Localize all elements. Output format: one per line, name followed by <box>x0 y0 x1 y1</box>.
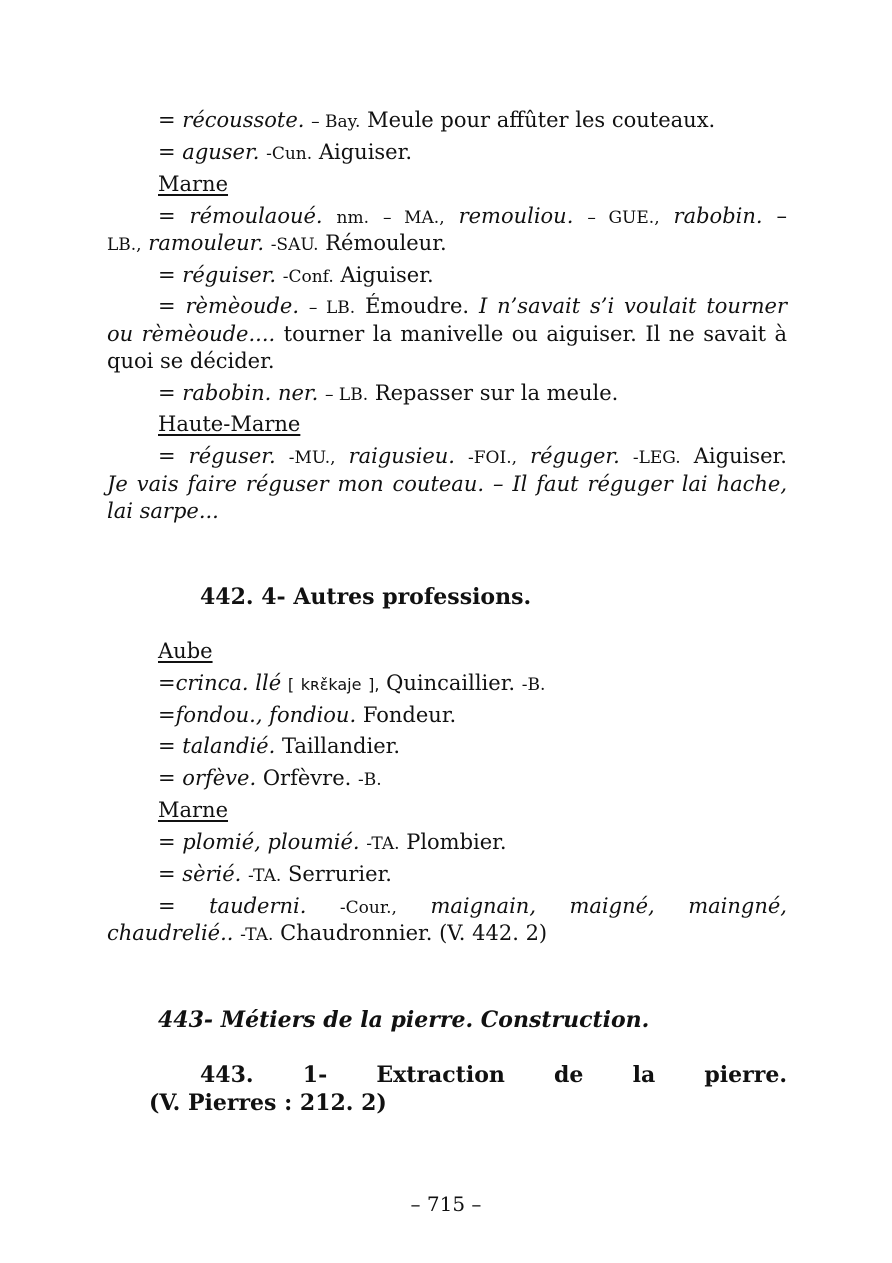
definition: Fondeur. <box>362 703 457 727</box>
entry-reguser-example-cont <box>107 498 787 525</box>
entry-remeoude-cont2 <box>107 348 787 375</box>
entry-remoulaoue-cont <box>107 230 787 259</box>
equals-sign: = <box>158 444 176 468</box>
dialect-word: talandié. <box>182 734 276 758</box>
source-abbrev: – LB. <box>325 385 369 405</box>
equals-sign: = <box>158 263 176 287</box>
section-heading-443: 443- Métiers de la pierre. Construction. <box>158 1007 650 1033</box>
equals-sign: = <box>158 108 176 132</box>
definition: Taillandier. <box>281 734 401 758</box>
source-abbrev: -Cun. <box>266 144 313 164</box>
heading-word: la <box>632 1062 656 1088</box>
definition: Quincaillier. <box>386 671 516 695</box>
source-abbrev: -LEG. <box>632 448 681 468</box>
definition: Plombier. <box>406 830 507 854</box>
heading-word: de <box>554 1062 584 1088</box>
source-abbrev: LB., <box>107 235 142 255</box>
entry-orfeve <box>158 765 787 794</box>
equals-sign: = <box>158 294 176 318</box>
subsection-heading-443-1-cont: (V. Pierres : 212. 2) <box>149 1090 387 1116</box>
heading-word: 443. <box>200 1062 254 1088</box>
entry-aguser <box>158 139 787 168</box>
equals-sign: = <box>158 703 176 727</box>
source-abbrev: -FOI., <box>468 448 518 468</box>
source-abbrev: -SAU. <box>270 235 319 255</box>
entry-reguser-example <box>107 471 787 498</box>
dialect-word: rabobin. ner. <box>182 381 319 405</box>
heading-word: 1- <box>302 1062 328 1088</box>
dialect-word: raigusieu. <box>348 444 455 468</box>
entry-tauderni-cont <box>107 920 787 949</box>
definition: Chaudronnier. (V. 442. 2) <box>280 921 548 945</box>
dialect-word: rabobin. <box>673 204 763 228</box>
equals-sign: = <box>158 766 176 790</box>
source-abbrev: -Cour., <box>339 898 397 918</box>
gloss: tourner la manivelle ou aiguiser. Il ne savait à <box>283 322 787 346</box>
entry-remeoude <box>158 293 787 322</box>
region-heading-haute-marne: Haute-Marne <box>158 412 301 436</box>
source-abbrev: -TA. <box>366 834 400 854</box>
source-abbrev: -TA. <box>248 866 282 886</box>
definition: Aiguiser. <box>318 140 413 164</box>
definition: Meule pour affûter les couteaux. <box>367 108 716 132</box>
source-abbrev: -Conf. <box>282 267 334 287</box>
entry-remoulaoue <box>158 203 787 232</box>
definition: Orfèvre. <box>262 766 352 790</box>
dialect-word: récoussote. <box>182 108 305 132</box>
entry-plomie <box>158 829 787 858</box>
example-sentence: lai sarpe... <box>107 499 219 523</box>
equals-sign: = <box>158 894 176 918</box>
dialect-word: maignain, <box>430 894 536 918</box>
source-abbrev: – Bay. <box>311 112 361 132</box>
grammar-abbrev: nm. <box>336 208 370 228</box>
source-abbrev: -B. <box>521 675 546 695</box>
bracket: ], <box>368 675 380 694</box>
equals-sign: = <box>158 381 176 405</box>
example-sentence: ou rèmèoude.... <box>107 322 276 346</box>
region-heading-marne: Marne <box>158 172 229 196</box>
source-abbrev: -MU., <box>288 448 336 468</box>
entry-serie <box>158 861 787 890</box>
source-abbrev: – LB. <box>308 298 356 318</box>
dialect-word: réguger. <box>530 444 620 468</box>
definition: Serrurier. <box>287 862 392 886</box>
definition: Émoudre. <box>365 294 470 318</box>
dialect-word: aguser. <box>182 140 260 164</box>
dialect-word: rémoulaoué. <box>189 204 323 228</box>
definition: Repasser sur la meule. <box>374 381 619 405</box>
dialect-word: crinca. llé <box>175 671 282 695</box>
entry-recoussote <box>158 107 787 136</box>
equals-sign: = <box>158 862 176 886</box>
definition: Rémouleur. <box>325 231 447 255</box>
page-number: – 715 – <box>410 1192 482 1216</box>
dialect-word: rèmèoude. <box>185 294 300 318</box>
dialect-word: chaudrelié.. <box>107 921 234 945</box>
source-abbrev: -B. <box>358 770 382 790</box>
dialect-word: sèrié. <box>182 862 242 886</box>
equals-sign: = <box>158 671 176 695</box>
phonetic-transcription: kʀɛ̌kaje <box>300 675 362 694</box>
entry-talandie <box>158 733 787 760</box>
entry-tauderni <box>158 893 787 922</box>
dialect-word: fondou., fondiou. <box>175 703 357 727</box>
dash: – <box>776 204 787 228</box>
equals-sign: = <box>158 204 176 228</box>
example-sentence: I n’savait s’i voulait tourner <box>478 294 787 318</box>
source-abbrev: -TA. <box>240 925 274 945</box>
gloss: quoi se décider. <box>107 349 275 373</box>
example-sentence: Je vais faire réguser mon couteau. – Il faut réguger lai hache, <box>107 472 787 496</box>
entry-reguiser <box>158 262 787 291</box>
dialect-word: réguser. <box>188 444 276 468</box>
definition: Aiguiser. <box>340 263 434 287</box>
entry-reguser <box>158 443 787 472</box>
equals-sign: = <box>158 140 176 164</box>
dialect-word: orfève. <box>182 766 257 790</box>
equals-sign: = <box>158 830 176 854</box>
entry-rabobin-ner <box>158 380 787 409</box>
section-heading-442-4: 442. 4- Autres professions. <box>200 584 532 610</box>
source-abbrev: – GUE., <box>587 208 660 228</box>
dialect-word: maigné, <box>569 894 655 918</box>
bracket: [ <box>287 675 295 694</box>
source-abbrev: – MA., <box>382 208 445 228</box>
dialect-word: maingné, <box>688 894 787 918</box>
entry-remeoude-cont <box>107 321 787 348</box>
region-heading-aube: Aube <box>158 639 213 663</box>
dialect-word: remouliou. <box>458 204 574 228</box>
subsection-heading-443-1 <box>200 1062 787 1088</box>
dialect-word: ramouleur. <box>148 231 264 255</box>
entry-crinca <box>158 670 787 699</box>
heading-word: Extraction <box>376 1062 505 1088</box>
dialect-word: réguiser. <box>182 263 277 287</box>
dialect-word: tauderni. <box>209 894 307 918</box>
dialect-word: plomié, ploumié. <box>182 830 360 854</box>
definition: Aiguiser. <box>693 444 787 468</box>
entry-fondou <box>158 702 787 729</box>
heading-word: pierre. <box>704 1062 787 1088</box>
equals-sign: = <box>158 734 176 758</box>
region-heading-marne-2: Marne <box>158 798 229 822</box>
